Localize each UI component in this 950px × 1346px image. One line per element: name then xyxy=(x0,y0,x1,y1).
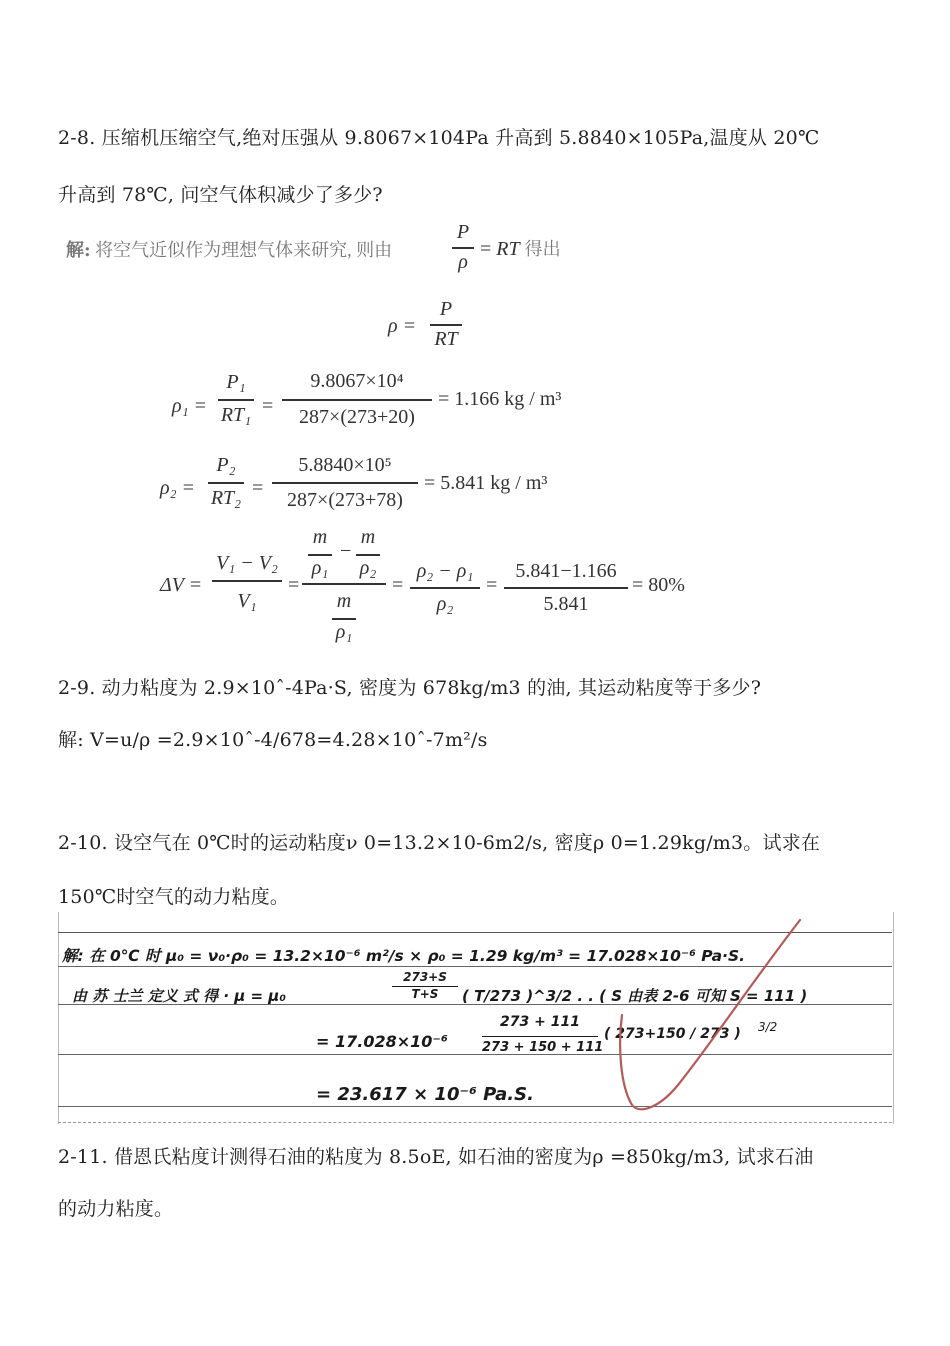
rho-eq-label: ρ = xyxy=(388,315,417,337)
dv-rden: ρ₂ xyxy=(436,593,454,615)
cf-bar-m3 xyxy=(332,618,356,620)
rho1-RT1: RT₁ xyxy=(220,404,252,426)
problem-2-9-answer: 解: V=u/ρ =2.9×10ˆ-4/678=4.28×10ˆ-7m²/s xyxy=(58,729,488,751)
cf-bar-m2 xyxy=(356,554,380,556)
rho2-RT2: RT₂ xyxy=(210,487,242,509)
intro-frac-rho: ρ xyxy=(458,251,468,273)
solution-label: 解: xyxy=(66,240,91,261)
dv-bar xyxy=(212,580,282,582)
dv-rbar xyxy=(410,587,480,589)
dv-eq1: = xyxy=(288,574,300,596)
hw-row2-b: ( T/273 )^3/2 . . ( S 由表 2-6 可知 S = 111 ) xyxy=(462,987,808,1005)
rho1-label: ρ₁ = xyxy=(172,395,208,417)
dv-label: ΔV = xyxy=(160,574,203,596)
hw-rule-bottom xyxy=(58,1122,892,1123)
rho1-bar1 xyxy=(218,399,254,401)
rho1-bar2 xyxy=(282,399,432,401)
intro-equals: = xyxy=(480,238,492,260)
cf-m1: m xyxy=(312,526,328,548)
dv-final: = 80% xyxy=(632,574,685,596)
rho2-eq: = xyxy=(252,477,264,499)
dv-rnum: ρ₂ − ρ₁ xyxy=(416,560,474,582)
hw-row2-fnum: 273+S xyxy=(403,970,447,984)
rho-eq-num: P xyxy=(439,298,453,320)
dv-num: V₁ − V₂ xyxy=(216,552,278,574)
rho1-den: 287×(273+20) xyxy=(299,406,415,428)
intro-derive: 得出 xyxy=(524,239,561,260)
hw-row3-fbar xyxy=(482,1036,598,1037)
dv-nden: 5.841 xyxy=(543,593,589,615)
hw-row1: 解: 在 0℃ 时 μ₀ = ν₀·ρ₀ = 13.2×10⁻⁶ m²/s × ρ₀ = 1.29 kg/m³ = 17.028×10⁻⁶ Pa·S. xyxy=(62,947,746,965)
rho2-num: 5.8840×10⁵ xyxy=(298,454,392,476)
dv-eq2: = xyxy=(392,574,404,596)
problem-2-10-line2: 150℃时空气的动力粘度。 xyxy=(58,886,290,908)
solution-intro-text: 将空气近似作为理想气体来研究, 则由 xyxy=(95,240,393,260)
cf-rho1a: ρ₁ xyxy=(311,557,329,579)
intro-frac-P: P xyxy=(456,221,470,243)
rho2-result: = 5.841 kg / m³ xyxy=(424,472,548,494)
problem-2-11-line1: 2-11. 借恩氏粘度计测得石油的粘度为 8.5oE, 如石油的密度为ρ =850kg/m3, 试求石油 xyxy=(58,1146,814,1168)
cf-bar-m1 xyxy=(308,554,332,556)
cf-rho1b: ρ₁ xyxy=(335,621,353,643)
solution-intro xyxy=(66,236,392,262)
dv-nbar xyxy=(504,587,628,589)
cf-rho2a: ρ₂ xyxy=(359,557,377,579)
hw-row3-b: ( 273+150 / 273 ) xyxy=(604,1026,741,1042)
rho2-label: ρ₂ = xyxy=(160,477,196,499)
dv-den: V₁ xyxy=(237,590,257,612)
rho2-den: 287×(273+78) xyxy=(287,489,403,511)
intro-frac-bar xyxy=(452,247,474,249)
problem-2-10-line1: 2-10. 设空气在 0℃时的运动粘度ν 0=13.2×10-6m2/s, 密度ρ 0=1.29kg/m3。试求在 xyxy=(58,832,821,854)
intro-RT: RT xyxy=(496,238,520,260)
check-mark-icon xyxy=(600,915,810,1115)
hw-row3-exp: 3/2 xyxy=(758,1020,778,1034)
dv-nnum: 5.841−1.166 xyxy=(515,560,617,582)
cf-m2: m xyxy=(360,526,376,548)
rho2-bar1 xyxy=(208,482,244,484)
problem-2-9-line1: 2-9. 动力粘度为 2.9×10ˆ-4Pa·S, 密度为 678kg/m3 的油, 其运动粘度等于多少? xyxy=(58,677,762,699)
hw-row3-a: = 17.028×10⁻⁶ xyxy=(316,1032,448,1051)
hw-row2-a: 由 苏 士兰 定义 式 得 · μ = μ₀ xyxy=(72,987,286,1005)
hw-row3-fnum: 273 + 111 xyxy=(500,1014,580,1030)
cf-m3: m xyxy=(336,590,352,612)
hw-row2-fden: T+S xyxy=(411,987,439,1001)
problem-2-8-line1: 2-8. 压缩机压缩空气,绝对压强从 9.8067×104Pa 升高到 5.8840×105Pa,温度从 20℃ xyxy=(58,127,820,149)
rho1-result: = 1.166 kg / m³ xyxy=(438,388,562,410)
rho2-P2: P₂ xyxy=(216,454,236,476)
rho1-P1: P₁ xyxy=(226,371,246,393)
hw-row4: = 23.617 × 10⁻⁶ Pa.S. xyxy=(316,1084,534,1105)
rho1-num: 9.8067×10⁴ xyxy=(310,370,404,392)
rho2-bar2 xyxy=(272,482,418,484)
cf-main-bar xyxy=(302,583,386,585)
rho-eq-den: RT xyxy=(434,328,458,350)
cf-minus: − xyxy=(340,540,352,562)
problem-2-8-line2: 升高到 78℃, 问空气体积减少了多少? xyxy=(58,184,383,206)
hw-row3-fden: 273 + 150 + 111 xyxy=(482,1040,604,1055)
intro-eq xyxy=(480,235,561,261)
rho-eq-bar xyxy=(430,324,462,326)
problem-2-11-line2: 的动力粘度。 xyxy=(58,1198,174,1220)
rho1-eq: = xyxy=(262,395,274,417)
dv-eq3: = xyxy=(486,574,498,596)
